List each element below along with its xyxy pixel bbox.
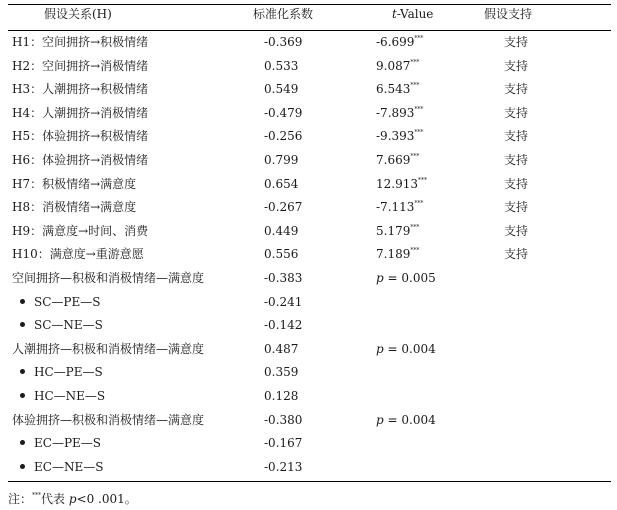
row-label — [12, 81, 148, 97]
header-hypothesis: 假设关系(H) — [44, 7, 112, 21]
row-coefficient: 0.128 — [264, 389, 299, 403]
row-coefficient: 0.549 — [264, 82, 299, 97]
row-t-value — [376, 176, 427, 192]
table-row — [8, 176, 611, 200]
row-label-text: H7：积极情绪→满意度 — [12, 176, 137, 191]
row-label-text: H2：空间拥挤→消极情绪 — [12, 58, 149, 73]
header-t-rest: -Value — [396, 7, 434, 21]
row-support: 支持 — [504, 129, 529, 144]
row-support: 支持 — [504, 153, 529, 167]
row-t-number: 5.179 — [376, 223, 411, 238]
row-p-label: p — [376, 341, 384, 356]
row-label-text: 体验拥挤—积极和消极情绪—满意度 — [12, 412, 205, 427]
row-coefficient: 0.799 — [264, 153, 299, 167]
row-label-text: H8：消极情绪→满意度 — [12, 200, 137, 215]
row-label — [12, 58, 148, 74]
bullet-icon — [20, 393, 25, 398]
row-t-number: -9.393 — [376, 129, 415, 144]
row-t-number: -6.699 — [376, 35, 415, 49]
row-label — [20, 317, 103, 333]
row-significance-stars: *** — [414, 200, 424, 208]
bullet-icon — [20, 299, 25, 304]
row-label — [20, 364, 103, 380]
table-row — [8, 105, 611, 129]
row-coefficient: 0.359 — [264, 365, 299, 380]
table-footnote — [8, 491, 137, 507]
table-row — [8, 81, 611, 105]
table-subrow — [8, 317, 611, 341]
row-label-text: SC—NE—S — [34, 318, 103, 333]
row-coefficient: -0.383 — [264, 271, 303, 285]
table-row — [8, 34, 611, 58]
row-t-value — [376, 246, 419, 262]
table-row — [8, 412, 611, 436]
footnote-prefix: 注： — [8, 492, 33, 506]
table-row — [8, 270, 611, 294]
row-label — [12, 246, 144, 262]
row-label-text: H4：人潮拥挤→消极情绪 — [12, 105, 149, 120]
row-t-value — [376, 199, 423, 215]
row-label — [12, 223, 148, 239]
row-t-value — [376, 105, 423, 121]
table-subrow — [8, 435, 611, 459]
row-significance-stars: *** — [418, 176, 427, 184]
row-t-value — [376, 81, 419, 97]
table-header — [8, 6, 611, 30]
row-t-number: -7.113 — [376, 200, 415, 215]
row-p-label: p — [376, 271, 384, 285]
row-significance-stars: *** — [410, 223, 420, 231]
row-label-text: SC—PE—S — [34, 294, 101, 309]
table-top-rule — [8, 4, 611, 5]
row-coefficient: 0.487 — [264, 341, 299, 356]
row-label-text: HC—PE—S — [34, 365, 103, 380]
bullet-icon — [20, 464, 25, 469]
row-label-text: H5：体验拥挤→积极情绪 — [12, 129, 149, 144]
row-coefficient: -0.256 — [264, 129, 303, 144]
table-row — [8, 223, 611, 247]
row-label — [12, 412, 204, 428]
row-label — [12, 152, 148, 168]
row-coefficient: 0.449 — [264, 223, 299, 238]
row-significance-stars: *** — [410, 82, 420, 90]
row-t-number: 12.913 — [376, 176, 418, 191]
row-label-text: 人潮拥挤—积极和消极情绪—满意度 — [12, 341, 205, 356]
row-label-text: 空间拥挤—积极和消极情绪—满意度 — [12, 271, 205, 285]
row-label — [12, 128, 148, 144]
table-subrow — [8, 294, 611, 318]
row-label-text: HC—NE—S — [34, 389, 106, 403]
footnote-rest: <0 .001。 — [76, 492, 137, 506]
table-row — [8, 128, 611, 152]
row-t-number: 6.543 — [376, 82, 411, 97]
row-coefficient: -0.267 — [264, 200, 303, 215]
row-support: 支持 — [504, 35, 529, 49]
table-subrow — [8, 459, 611, 483]
row-significance-stars: *** — [410, 153, 420, 160]
row-coefficient: -0.369 — [264, 35, 303, 49]
row-t-value — [376, 152, 419, 168]
row-label — [20, 459, 103, 475]
row-significance-stars: *** — [410, 58, 420, 66]
row-significance-stars: *** — [410, 247, 420, 255]
row-support: 支持 — [504, 200, 529, 215]
row-support: 支持 — [504, 176, 529, 191]
row-label — [20, 435, 101, 451]
bullet-icon — [20, 440, 25, 445]
table-row — [8, 152, 611, 176]
row-coefficient: 0.533 — [264, 58, 299, 73]
header-t-value — [392, 6, 433, 22]
bullet-icon — [20, 369, 25, 374]
row-p-label: p — [376, 412, 384, 427]
row-t-value — [376, 128, 423, 144]
row-t-number: 7.189 — [376, 247, 411, 262]
row-label-text: H1：空间拥挤→积极情绪 — [12, 35, 149, 49]
row-significance-stars: *** — [414, 129, 424, 137]
row-p-value: = 0.004 — [383, 412, 436, 427]
header-support: 假设支持 — [484, 7, 533, 21]
row-t-value — [376, 270, 436, 286]
row-coefficient: -0.479 — [264, 105, 303, 120]
header-coefficient: 标准化系数 — [253, 7, 314, 21]
bullet-icon — [20, 322, 25, 327]
row-label-text: H9：满意度→时间、消费 — [12, 223, 149, 238]
row-support: 支持 — [504, 105, 529, 120]
row-p-value: = 0.004 — [383, 341, 436, 356]
row-coefficient: -0.241 — [264, 294, 303, 309]
row-label-text: EC—PE—S — [34, 436, 101, 451]
row-label — [20, 388, 105, 404]
row-label — [12, 341, 204, 357]
row-p-value: = 0.005 — [383, 271, 436, 285]
row-coefficient: -0.167 — [264, 436, 303, 451]
row-support: 支持 — [504, 58, 529, 73]
row-coefficient: -0.142 — [264, 318, 303, 333]
table-bottom-rule — [8, 481, 611, 482]
table-row — [8, 246, 611, 270]
row-label — [12, 270, 204, 286]
row-label — [12, 34, 148, 50]
row-t-number: 9.087 — [376, 58, 411, 73]
row-label-text: H3：人潮拥挤→积极情绪 — [12, 82, 149, 97]
row-significance-stars: *** — [414, 35, 424, 42]
row-label-text: H10：满意度→重游意愿 — [12, 247, 144, 262]
row-t-value — [376, 223, 419, 239]
row-coefficient: -0.380 — [264, 412, 303, 427]
row-coefficient: -0.213 — [264, 459, 303, 474]
row-label — [12, 176, 136, 192]
row-support: 支持 — [504, 82, 529, 97]
row-t-value — [376, 341, 436, 357]
row-t-number: -7.893 — [376, 105, 415, 120]
row-label — [12, 105, 148, 121]
row-label-text: H6：体验拥挤→消极情绪 — [12, 153, 149, 167]
footnote-stars: *** — [32, 492, 42, 499]
row-significance-stars: *** — [414, 105, 424, 113]
header-t-italic: t — [392, 7, 397, 21]
table-subrow — [8, 388, 611, 412]
row-t-value — [376, 412, 436, 428]
footnote-middle: 代表 — [41, 492, 69, 506]
row-coefficient: 0.654 — [264, 176, 299, 191]
footnote-p: p — [68, 492, 77, 506]
row-support: 支持 — [504, 247, 529, 262]
row-label — [20, 294, 100, 310]
row-label-text: EC—NE—S — [34, 459, 104, 474]
row-coefficient: 0.556 — [264, 247, 299, 262]
table-subrow — [8, 364, 611, 388]
row-t-value — [376, 58, 419, 74]
table-row — [8, 58, 611, 82]
row-label — [12, 199, 136, 215]
table-row — [8, 341, 611, 365]
row-t-value — [376, 34, 423, 50]
table-header-rule — [8, 30, 611, 31]
table-row — [8, 199, 611, 223]
row-support: 支持 — [504, 223, 529, 238]
row-t-number: 7.669 — [376, 153, 411, 167]
